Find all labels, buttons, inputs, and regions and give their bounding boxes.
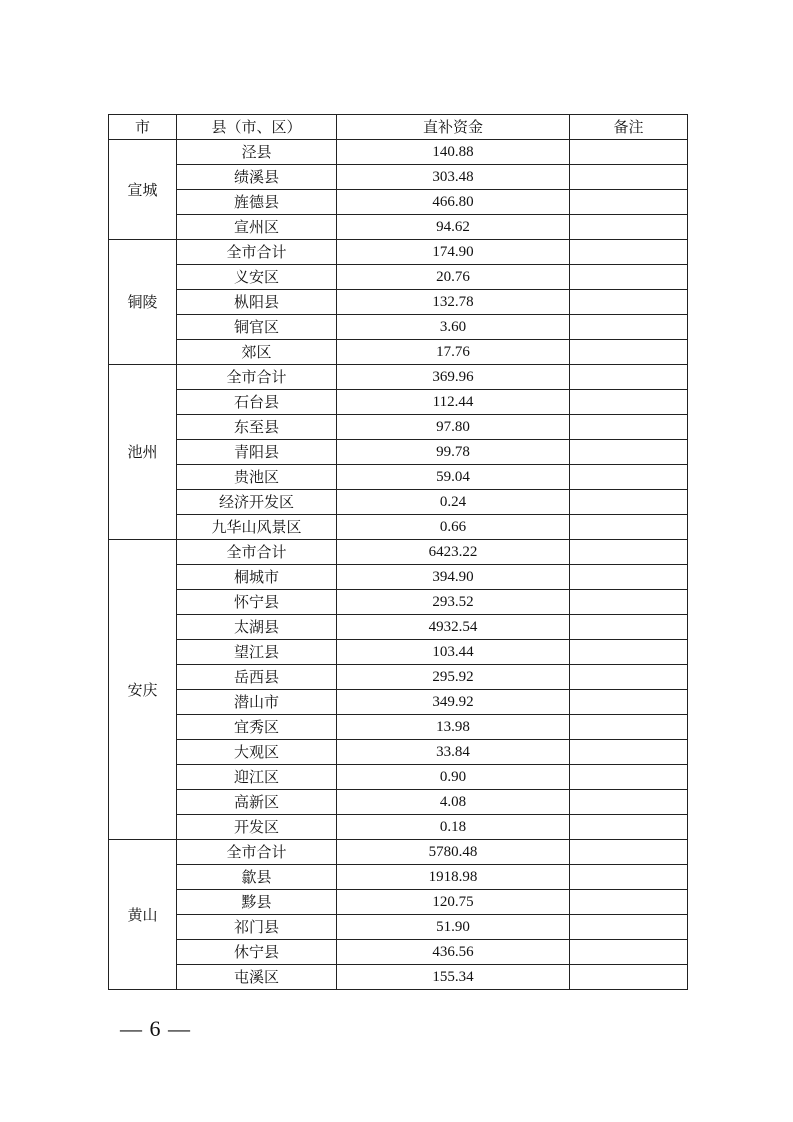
county-cell: 泾县 bbox=[177, 140, 337, 165]
county-cell: 开发区 bbox=[177, 815, 337, 840]
amount-cell: 0.18 bbox=[337, 815, 570, 840]
amount-cell: 97.80 bbox=[337, 415, 570, 440]
amount-cell: 59.04 bbox=[337, 465, 570, 490]
note-cell bbox=[570, 790, 688, 815]
table-row bbox=[109, 915, 688, 940]
amount-cell: 112.44 bbox=[337, 390, 570, 415]
table-row bbox=[109, 340, 688, 365]
note-cell bbox=[570, 190, 688, 215]
note-cell bbox=[570, 690, 688, 715]
header-note: 备注 bbox=[570, 115, 688, 140]
amount-cell: 132.78 bbox=[337, 290, 570, 315]
note-cell bbox=[570, 940, 688, 965]
county-cell: 铜官区 bbox=[177, 315, 337, 340]
county-cell: 枞阳县 bbox=[177, 290, 337, 315]
table-row bbox=[109, 315, 688, 340]
table-row bbox=[109, 615, 688, 640]
header-city: 市 bbox=[109, 115, 177, 140]
amount-cell: 20.76 bbox=[337, 265, 570, 290]
note-cell bbox=[570, 165, 688, 190]
note-cell bbox=[570, 915, 688, 940]
table-row bbox=[109, 440, 688, 465]
note-cell bbox=[570, 590, 688, 615]
amount-cell: 99.78 bbox=[337, 440, 570, 465]
table-row bbox=[109, 515, 688, 540]
table-row bbox=[109, 640, 688, 665]
note-cell bbox=[570, 140, 688, 165]
county-cell: 岳西县 bbox=[177, 665, 337, 690]
table-row bbox=[109, 465, 688, 490]
table-row bbox=[109, 865, 688, 890]
note-cell bbox=[570, 765, 688, 790]
note-cell bbox=[570, 815, 688, 840]
amount-cell: 4.08 bbox=[337, 790, 570, 815]
amount-cell: 4932.54 bbox=[337, 615, 570, 640]
amount-cell: 303.48 bbox=[337, 165, 570, 190]
city-cell: 安庆 bbox=[109, 540, 177, 840]
table-row bbox=[109, 940, 688, 965]
table-row bbox=[109, 815, 688, 840]
note-cell bbox=[570, 740, 688, 765]
amount-cell: 94.62 bbox=[337, 215, 570, 240]
table-row bbox=[109, 165, 688, 190]
county-cell: 经济开发区 bbox=[177, 490, 337, 515]
note-cell bbox=[570, 315, 688, 340]
amount-cell: 349.92 bbox=[337, 690, 570, 715]
amount-cell: 394.90 bbox=[337, 565, 570, 590]
county-cell: 祁门县 bbox=[177, 915, 337, 940]
amount-cell: 140.88 bbox=[337, 140, 570, 165]
county-cell: 迎江区 bbox=[177, 765, 337, 790]
city-cell: 宣城 bbox=[109, 140, 177, 240]
county-cell: 石台县 bbox=[177, 390, 337, 415]
table-row bbox=[109, 390, 688, 415]
county-cell: 大观区 bbox=[177, 740, 337, 765]
amount-cell: 436.56 bbox=[337, 940, 570, 965]
table-row bbox=[109, 490, 688, 515]
table-row bbox=[109, 690, 688, 715]
note-cell bbox=[570, 340, 688, 365]
subsidy-table bbox=[108, 114, 688, 990]
table-row bbox=[109, 765, 688, 790]
county-cell: 怀宁县 bbox=[177, 590, 337, 615]
note-cell bbox=[570, 840, 688, 865]
amount-cell: 0.66 bbox=[337, 515, 570, 540]
note-cell bbox=[570, 890, 688, 915]
amount-cell: 6423.22 bbox=[337, 540, 570, 565]
county-cell: 全市合计 bbox=[177, 840, 337, 865]
amount-cell: 0.90 bbox=[337, 765, 570, 790]
table-row bbox=[109, 890, 688, 915]
amount-cell: 1918.98 bbox=[337, 865, 570, 890]
amount-cell: 369.96 bbox=[337, 365, 570, 390]
table-row bbox=[109, 240, 688, 265]
header-amount: 直补资金 bbox=[337, 115, 570, 140]
county-cell: 潜山市 bbox=[177, 690, 337, 715]
county-cell: 黟县 bbox=[177, 890, 337, 915]
note-cell bbox=[570, 390, 688, 415]
county-cell: 宜秀区 bbox=[177, 715, 337, 740]
county-cell: 休宁县 bbox=[177, 940, 337, 965]
county-cell: 绩溪县 bbox=[177, 165, 337, 190]
note-cell bbox=[570, 365, 688, 390]
city-cell: 铜陵 bbox=[109, 240, 177, 365]
county-cell: 青阳县 bbox=[177, 440, 337, 465]
table-body bbox=[109, 140, 688, 990]
note-cell bbox=[570, 440, 688, 465]
table-row bbox=[109, 265, 688, 290]
county-cell: 宣州区 bbox=[177, 215, 337, 240]
note-cell bbox=[570, 965, 688, 990]
note-cell bbox=[570, 215, 688, 240]
header-county: 县（市、区） bbox=[177, 115, 337, 140]
city-cell: 黄山 bbox=[109, 840, 177, 990]
note-cell bbox=[570, 715, 688, 740]
county-cell: 太湖县 bbox=[177, 615, 337, 640]
note-cell bbox=[570, 565, 688, 590]
county-cell: 全市合计 bbox=[177, 240, 337, 265]
amount-cell: 17.76 bbox=[337, 340, 570, 365]
page-number: — 6 — bbox=[120, 1016, 191, 1041]
amount-cell: 120.75 bbox=[337, 890, 570, 915]
note-cell bbox=[570, 240, 688, 265]
note-cell bbox=[570, 515, 688, 540]
note-cell bbox=[570, 665, 688, 690]
note-cell bbox=[570, 290, 688, 315]
county-cell: 全市合计 bbox=[177, 365, 337, 390]
table-row bbox=[109, 290, 688, 315]
note-cell bbox=[570, 640, 688, 665]
table-row bbox=[109, 415, 688, 440]
table-row bbox=[109, 540, 688, 565]
county-cell: 九华山风景区 bbox=[177, 515, 337, 540]
amount-cell: 0.24 bbox=[337, 490, 570, 515]
amount-cell: 174.90 bbox=[337, 240, 570, 265]
note-cell bbox=[570, 415, 688, 440]
table-row bbox=[109, 140, 688, 165]
city-cell: 池州 bbox=[109, 365, 177, 540]
table-row bbox=[109, 790, 688, 815]
table-header-row bbox=[109, 115, 688, 140]
county-cell: 望江县 bbox=[177, 640, 337, 665]
county-cell: 旌德县 bbox=[177, 190, 337, 215]
note-cell bbox=[570, 490, 688, 515]
amount-cell: 3.60 bbox=[337, 315, 570, 340]
county-cell: 义安区 bbox=[177, 265, 337, 290]
table-row bbox=[109, 740, 688, 765]
table-row bbox=[109, 965, 688, 990]
amount-cell: 155.34 bbox=[337, 965, 570, 990]
note-cell bbox=[570, 615, 688, 640]
note-cell bbox=[570, 865, 688, 890]
amount-cell: 103.44 bbox=[337, 640, 570, 665]
amount-cell: 466.80 bbox=[337, 190, 570, 215]
county-cell: 全市合计 bbox=[177, 540, 337, 565]
county-cell: 贵池区 bbox=[177, 465, 337, 490]
note-cell bbox=[570, 540, 688, 565]
table-row bbox=[109, 590, 688, 615]
county-cell: 屯溪区 bbox=[177, 965, 337, 990]
amount-cell: 295.92 bbox=[337, 665, 570, 690]
amount-cell: 13.98 bbox=[337, 715, 570, 740]
county-cell: 东至县 bbox=[177, 415, 337, 440]
county-cell: 桐城市 bbox=[177, 565, 337, 590]
table-row bbox=[109, 365, 688, 390]
table-row bbox=[109, 565, 688, 590]
table-row bbox=[109, 665, 688, 690]
county-cell: 郊区 bbox=[177, 340, 337, 365]
table-row bbox=[109, 715, 688, 740]
amount-cell: 5780.48 bbox=[337, 840, 570, 865]
county-cell: 高新区 bbox=[177, 790, 337, 815]
note-cell bbox=[570, 465, 688, 490]
amount-cell: 51.90 bbox=[337, 915, 570, 940]
table-row bbox=[109, 190, 688, 215]
amount-cell: 293.52 bbox=[337, 590, 570, 615]
table-row bbox=[109, 215, 688, 240]
amount-cell: 33.84 bbox=[337, 740, 570, 765]
county-cell: 歙县 bbox=[177, 865, 337, 890]
note-cell bbox=[570, 265, 688, 290]
table-row bbox=[109, 840, 688, 865]
